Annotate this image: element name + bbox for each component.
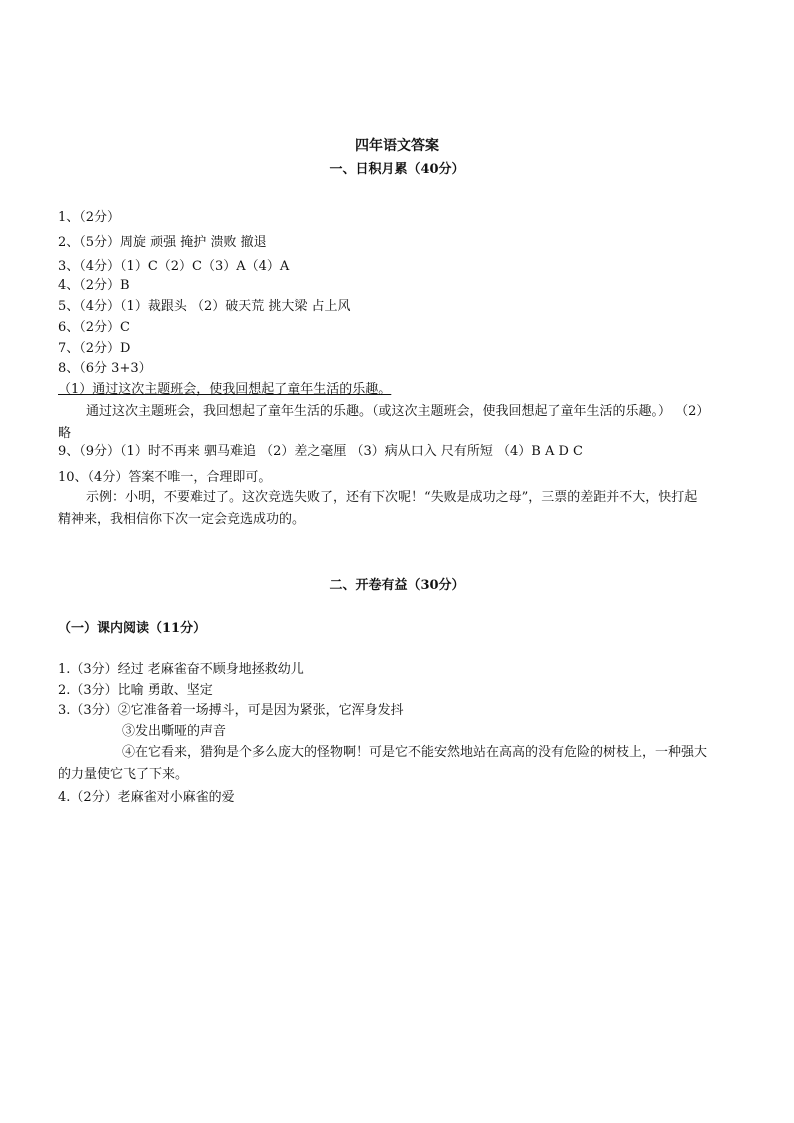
answer-item-8-paragraph: 通过这次主题班会，我回想起了童年生活的乐趣。（或这次主题班会，使我回想起了童年生活的乐趣。） （2）略 [58,404,703,441]
answer-item-3: 3、（4分）（1）C（2）C（3）A（4）A [58,259,290,274]
answer-item-10-example: 示例：小明，不要难过了。这次竞选失败了，还有下次呢！“失败是成功之母”，三票的差距并不大，快打起精神来，我相信你下次一定会竞选成功的。 [58,490,698,527]
section2-heading: 二、开卷有益（30分） [329,578,465,593]
answer-item-10: 10、（4分）答案不唯一，合理即可。 [58,470,272,485]
answer-item-9: 9、（9分）（1）时不再来 驷马难追 （2）差之毫厘 （3）病从口入 尺有所短 （4）B A D C [58,444,583,459]
reading-answer-3b: ③发出嘶哑的声音 [122,724,227,739]
section2-subheading: （一）课内阅读（11分） [58,621,207,636]
answer-item-4: 4、（2分）B [58,278,130,293]
answer-item-6: 6、（2分）C [58,320,130,335]
answer-item-2: 2、（5分）周旋 顽强 掩护 溃败 撤退 [58,235,267,250]
reading-answer-2: 2.（3分）比喻 勇敢、坚定 [58,683,213,698]
page-title: 四年语文答案 [355,138,439,154]
reading-answer-4: 4.（2分）老麻雀对小麻雀的爱 [58,790,235,805]
answer-item-8: 8、（6分 3+3） [58,361,152,376]
answer-item-1: 1、（2分） [58,210,121,225]
answer-item-8-sub1: （1）通过这次主题班会，使我回想起了童年生活的乐趣。 [58,382,392,397]
section1-heading: 一、日积月累（40分） [329,162,465,177]
answer-item-7: 7、（2分）D [58,341,131,356]
reading-answer-3c: ④在它看来，猎狗是个多么庞大的怪物啊！可是它不能安然地站在高高的没有危险的树枝上，一种强大的力量使它飞了下来。 [58,745,708,782]
reading-answer-1: 1.（3分）经过 老麻雀奋不顾身地拯救幼儿 [58,662,304,677]
answer-item-5: 5、（4分）（1）裁跟头 （2）破天荒 挑大梁 占上风 [58,299,351,314]
reading-answer-3: 3.（3分）②它准备着一场搏斗，可是因为紧张，它浑身发抖 [58,703,404,718]
